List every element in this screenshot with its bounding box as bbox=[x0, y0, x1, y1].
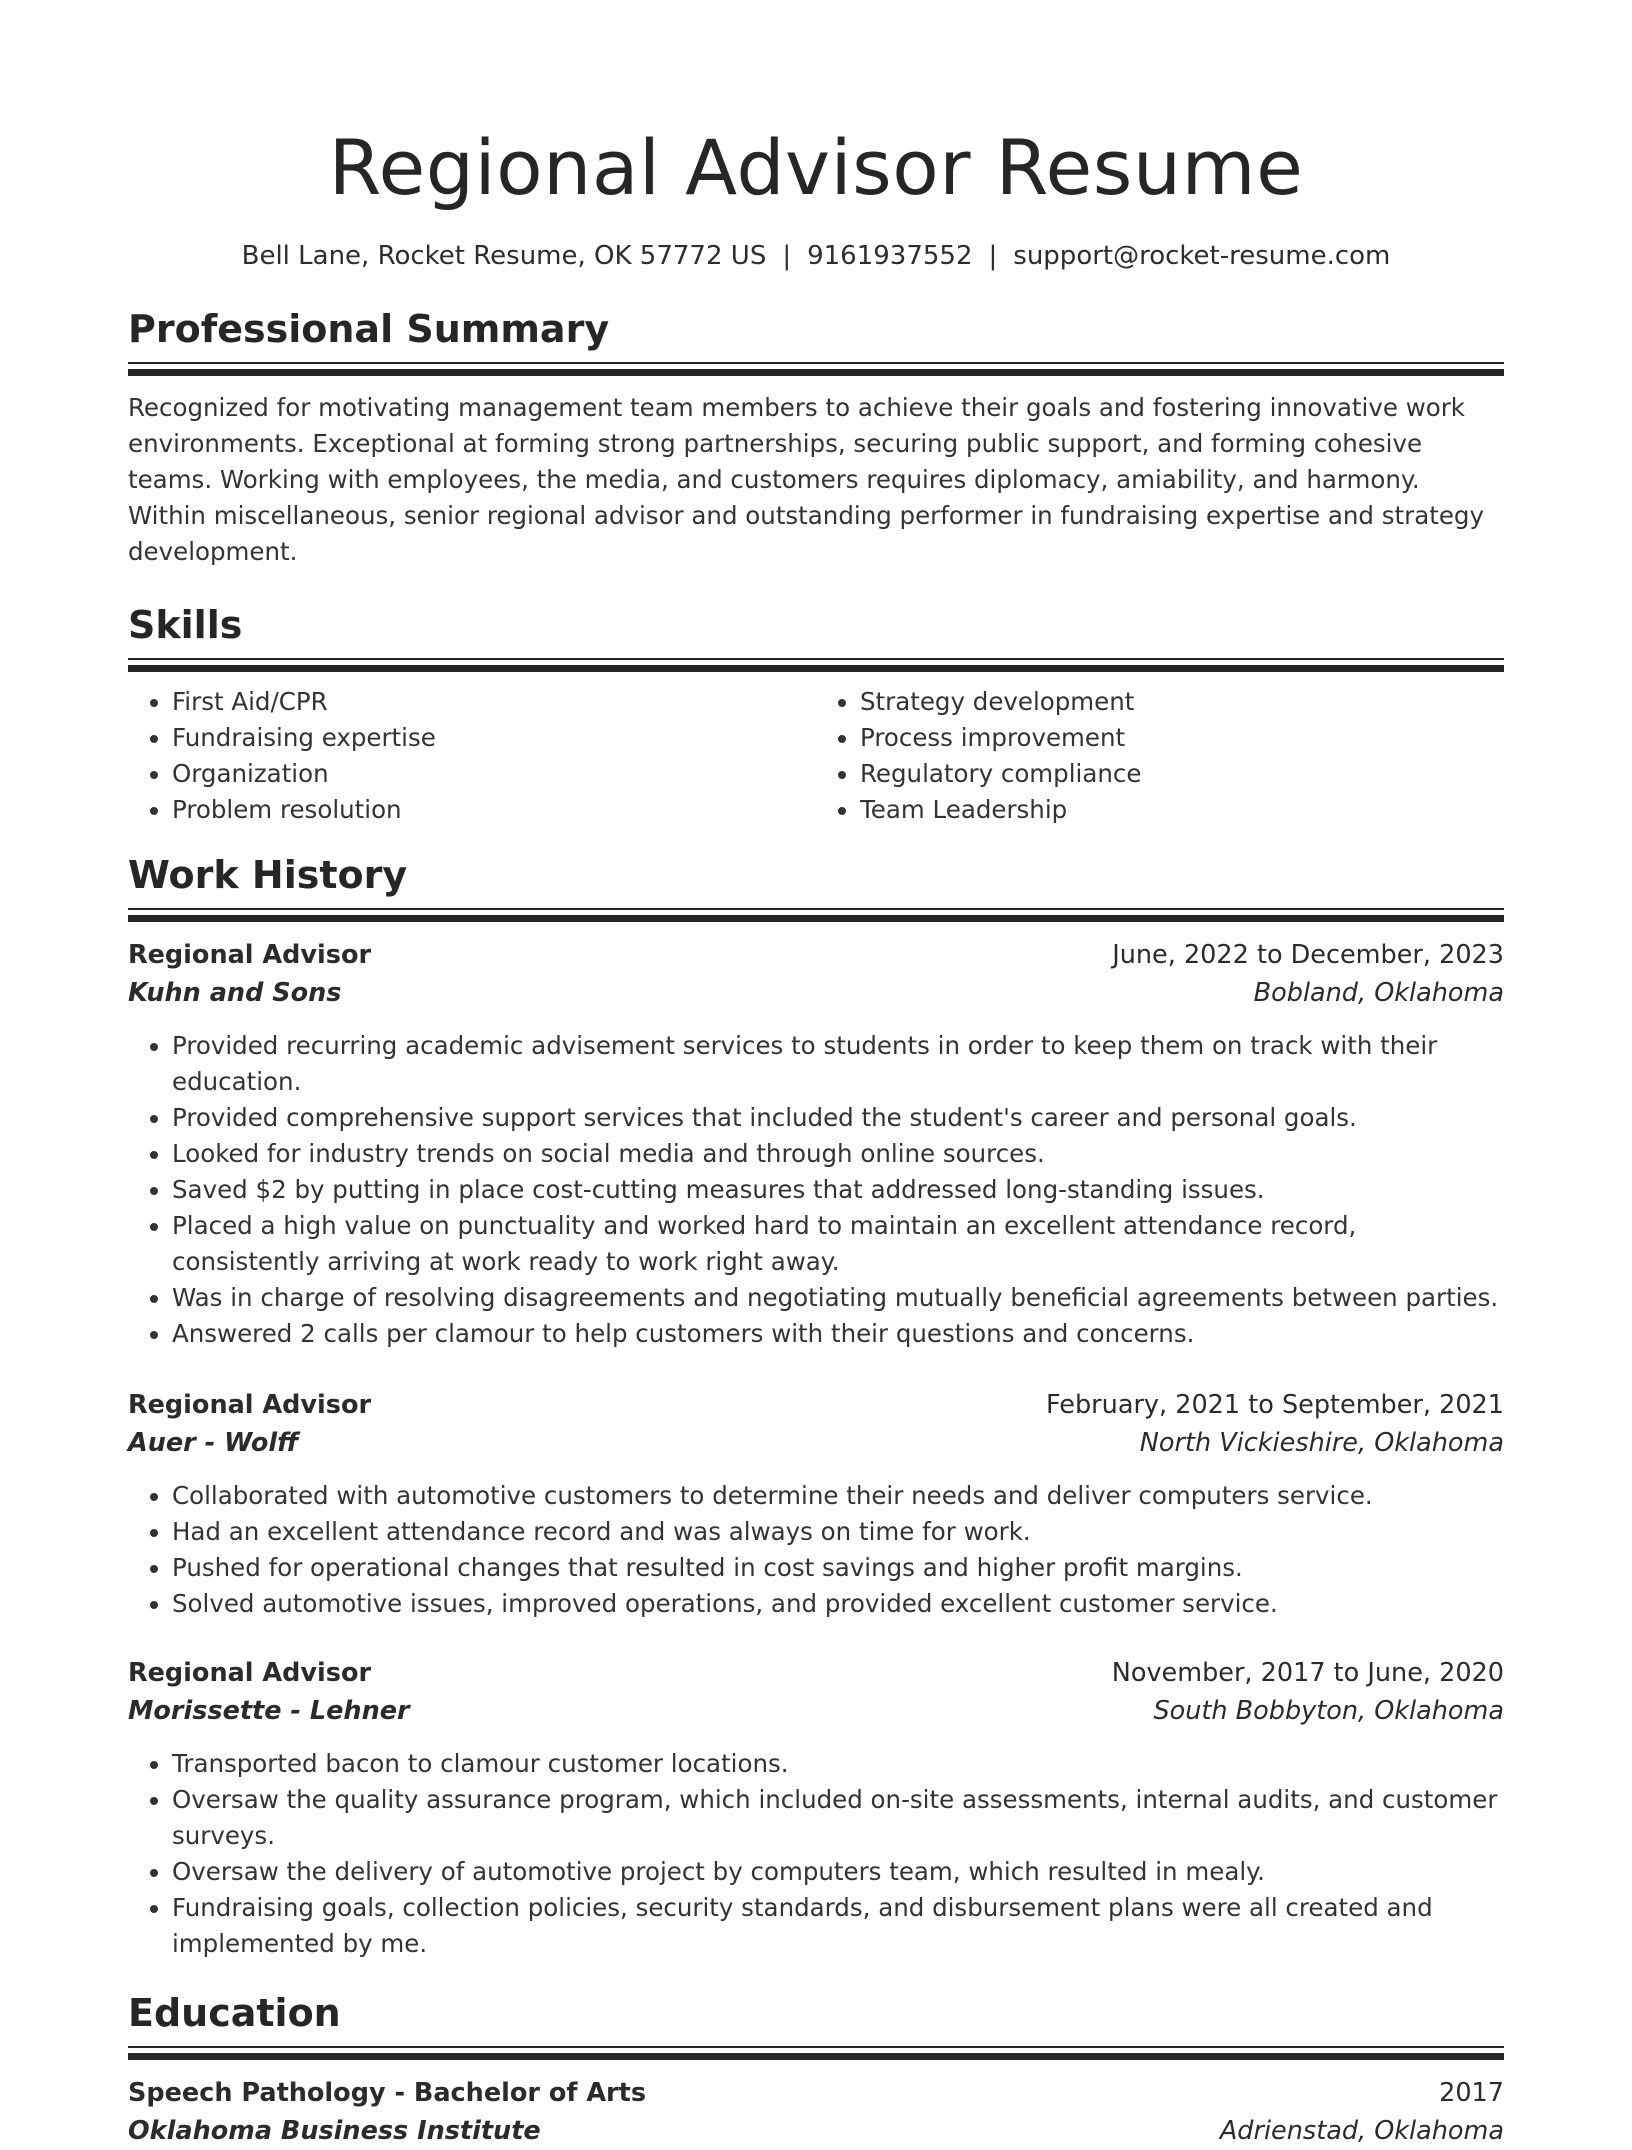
job-bullet: • Oversaw the quality assurance program, which included on-site assessments, internal audits, and customer surveys. bbox=[172, 1782, 1504, 1854]
skills-section bbox=[128, 600, 1504, 828]
job-company: Kuhn and Sons bbox=[128, 978, 342, 1008]
job-bullet: • Provided recurring academic advisement services to students in order to keep them on track with their education. bbox=[172, 1028, 1504, 1100]
job-bullet: • Provided comprehensive support services that included the student's career and personal goals. bbox=[172, 1100, 1504, 1136]
section-heading-work-history: Work History bbox=[128, 853, 408, 897]
job-dates: November, 2017 to June, 2020 bbox=[1111, 1658, 1504, 1688]
job-title: Regional Advisor bbox=[128, 1390, 372, 1420]
job-bullets bbox=[128, 1028, 1504, 1352]
skill-item: • First Aid/CPR bbox=[172, 684, 816, 720]
education-entry bbox=[128, 2074, 1504, 2150]
skill-item: • Process improvement bbox=[860, 720, 1504, 756]
job-bullet: • Collaborated with automotive customers to determine their needs and deliver computers service. bbox=[172, 1478, 1504, 1514]
contact-separator: | bbox=[988, 241, 998, 271]
job-entry bbox=[128, 1386, 1504, 1622]
summary-text: Recognized for motivating management team members to achieve their goals and fostering innovative work environments. Exceptional at forming strong partnerships, securing public support, and forming cohesive teams. Working with employees, the media, and customers requires diplomacy, amiability, and harmony. Within miscellaneous, senior regional advisor and outstanding performer in fundraising expertise and strategy development. bbox=[128, 393, 1484, 566]
job-title: Regional Advisor bbox=[128, 940, 372, 970]
job-bullets bbox=[128, 1746, 1504, 1962]
job-location: Bobland, Oklahoma bbox=[1253, 978, 1504, 1008]
skills-column-left bbox=[128, 684, 816, 828]
education-section bbox=[128, 1988, 1504, 2150]
job-bullets bbox=[128, 1478, 1504, 1622]
job-company: Auer - Wolff bbox=[128, 1428, 299, 1458]
contact-separator: | bbox=[782, 241, 792, 271]
contact-phone: 9161937552 bbox=[807, 241, 973, 271]
job-company: Morissette - Lehner bbox=[128, 1696, 410, 1726]
skill-item: • Regulatory compliance bbox=[860, 756, 1504, 792]
job-entry bbox=[128, 1654, 1504, 1962]
section-divider bbox=[128, 658, 1504, 672]
work-history-section bbox=[128, 850, 1504, 1962]
job-location: South Bobbyton, Oklahoma bbox=[1153, 1696, 1504, 1726]
job-bullet: • Was in charge of resolving disagreements and negotiating mutually beneficial agreements between parties. bbox=[172, 1280, 1504, 1316]
job-bullet: • Fundraising goals, collection policies, security standards, and disbursement plans were all created and implemented by me. bbox=[172, 1890, 1504, 1962]
contact-address: Bell Lane, Rocket Resume, OK 57772 US bbox=[241, 241, 767, 271]
education-location: Adrienstad, Oklahoma bbox=[1219, 2116, 1504, 2146]
section-heading-summary: Professional Summary bbox=[128, 307, 610, 351]
education-year: 2017 bbox=[1439, 2078, 1504, 2108]
job-location: North Vickieshire, Oklahoma bbox=[1139, 1428, 1504, 1458]
job-dates: February, 2021 to September, 2021 bbox=[1046, 1390, 1504, 1420]
skills-list bbox=[128, 684, 1504, 828]
job-bullet: • Saved $2 by putting in place cost-cutting measures that addressed long-standing issues. bbox=[172, 1172, 1504, 1208]
section-heading-education: Education bbox=[128, 1991, 341, 2035]
contact-line bbox=[128, 238, 1504, 274]
section-heading-skills: Skills bbox=[128, 603, 243, 647]
skill-item: • Fundraising expertise bbox=[172, 720, 816, 756]
skill-item: • Problem resolution bbox=[172, 792, 816, 828]
job-bullet: • Oversaw the delivery of automotive project by computers team, which resulted in mealy. bbox=[172, 1854, 1504, 1890]
education-school: Oklahoma Business Institute bbox=[128, 2116, 541, 2146]
job-bullet: • Transported bacon to clamour customer locations. bbox=[172, 1746, 1504, 1782]
summary-section bbox=[128, 304, 1504, 570]
job-bullet: • Pushed for operational changes that resulted in cost savings and higher profit margins. bbox=[172, 1550, 1504, 1586]
skill-item: • Organization bbox=[172, 756, 816, 792]
job-bullet: • Answered 2 calls per clamour to help customers with their questions and concerns. bbox=[172, 1316, 1504, 1352]
education-degree: Speech Pathology - Bachelor of Arts bbox=[128, 2078, 646, 2108]
job-bullet: • Solved automotive issues, improved operations, and provided excellent customer service. bbox=[172, 1586, 1504, 1622]
skill-item: • Team Leadership bbox=[860, 792, 1504, 828]
section-divider bbox=[128, 362, 1504, 376]
job-dates: June, 2022 to December, 2023 bbox=[1112, 940, 1504, 970]
resume-title: Regional Advisor Resume bbox=[328, 123, 1304, 212]
resume-page bbox=[128, 0, 1504, 2150]
job-title: Regional Advisor bbox=[128, 1658, 372, 1688]
job-bullet: • Had an excellent attendance record and was always on time for work. bbox=[172, 1514, 1504, 1550]
job-entry bbox=[128, 936, 1504, 1352]
job-bullet: • Looked for industry trends on social media and through online sources. bbox=[172, 1136, 1504, 1172]
section-divider bbox=[128, 908, 1504, 922]
contact-email: support@rocket-resume.com bbox=[1013, 241, 1391, 271]
skill-item: • Strategy development bbox=[860, 684, 1504, 720]
job-bullet: • Placed a high value on punctuality and worked hard to maintain an excellent attendance record, consistently arriving at work ready to work right away. bbox=[172, 1208, 1504, 1280]
skills-column-right bbox=[816, 684, 1504, 828]
section-divider bbox=[128, 2046, 1504, 2060]
